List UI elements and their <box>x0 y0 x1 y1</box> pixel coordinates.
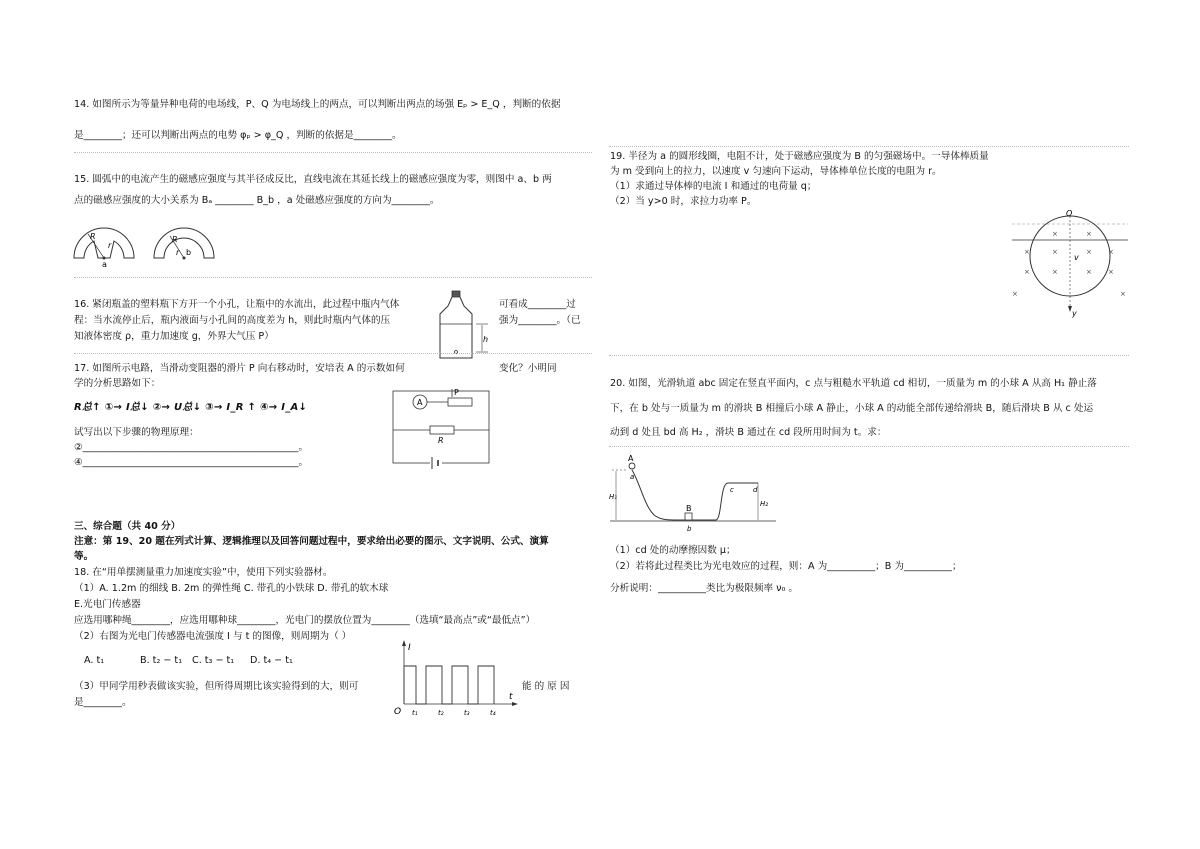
graph-tick-t2: t₂ <box>438 709 444 717</box>
q18-option-b: B. t₂ − t₁ <box>140 655 183 666</box>
track-label-b: b <box>687 525 692 533</box>
svg-text:×: × <box>1086 248 1092 256</box>
q18-line4: 应选用哪种绳________，应选用哪种球________，光电门的摆放位置为________（选填“最高点”或“最低点”） <box>74 615 536 626</box>
q18-line7: 是________。 <box>74 697 132 708</box>
q18-line6-right: 能 的 原 因 <box>522 681 570 692</box>
q18-line2: （1）A. 1.2m 的细线 B. 2m 的弹性绳 C. 带孔的小铁球 D. 带孔的软木球 <box>74 583 389 594</box>
q16-right2: 强为________。（已 <box>499 315 581 326</box>
q19-line2: 为 m 受到向上的拉力，以速度 v 匀速向下运动，导体棒单位长度的电阻为 r。 <box>610 166 942 177</box>
coil-label-v: v <box>1074 253 1079 262</box>
svg-text:×: × <box>1120 290 1126 298</box>
svg-text:×: × <box>1086 230 1092 238</box>
q19-line3: （1）求通过导体棒的电流 I 和通过的电荷量 q； <box>610 181 817 192</box>
q18-line5: （2）右图为光电门传感器电流强度 I 与 t 的图像，则周期为（ ） <box>74 631 352 642</box>
q20-line3: 动到 d 处且 bd 高 H₂ ，滑块 B 通过在 cd 段所用时间为 t。求： <box>610 427 887 438</box>
svg-text:×: × <box>1108 248 1114 256</box>
q15-label-a: a <box>102 260 107 269</box>
q16-line2: 程：当水流停止后，瓶内液面与小孔间的高度差为 h，则此时瓶内气体的压 <box>74 315 391 326</box>
q15-label-b: b <box>186 248 192 257</box>
q17-step4: ④_____________________________________________。 <box>74 457 309 468</box>
graph-tick-t3: t₃ <box>464 709 470 717</box>
q20-line4: （1）cd 处的动摩擦因数 μ； <box>610 545 736 556</box>
q15-line1: 15. 圆弧中的电流产生的磁感应强度与其半径成反比，直线电流在其延长线上的磁感应强度为零，则图中 a、b 两 <box>74 174 552 185</box>
resistor-label: R <box>438 436 444 445</box>
track-label-d: d <box>753 486 758 494</box>
q18-line3: E.光电门传感器 <box>74 599 141 610</box>
graph-label-O: O <box>394 707 402 717</box>
svg-text:×: × <box>1086 268 1092 276</box>
q15-label-r1: r <box>108 241 112 250</box>
q14-line2: 是________；还可以判断出两点的电势 φₚ > φ_Q ，判断的依据是________。 <box>74 130 402 141</box>
graph-tick-t4: t₄ <box>490 709 496 717</box>
slider-label: P <box>454 388 459 397</box>
q16-line3: 知液体密度 ρ，重力加速度 g，外界大气压 P） <box>74 331 274 342</box>
track-label-A: A <box>628 454 634 463</box>
q17-chain: R总↑ ①→ I总↓ ②→ U总↓ ③→ I_R ↑ ④→ I_A↓ <box>74 402 308 413</box>
track-label-a: a <box>630 473 635 481</box>
coil-figure <box>1008 208 1132 318</box>
q18-line6: （3）甲同学用秒表做该实验，但所得周期比该实验得到的大，则可 <box>74 681 359 692</box>
q16-right1: 可看成________过 <box>499 299 576 310</box>
q17-line3: 试写出以下步骤的物理原理： <box>74 427 199 438</box>
q15-arc-figure <box>72 222 222 268</box>
track-figure <box>608 453 778 533</box>
track-label-H1: H₁ <box>609 493 618 501</box>
divider <box>74 152 592 153</box>
divider <box>609 446 1129 447</box>
svg-text:×: × <box>1052 230 1058 238</box>
track-label-B: B <box>686 504 692 513</box>
svg-text:×: × <box>1012 290 1018 298</box>
bottle-label-h: h <box>483 335 489 344</box>
graph-label-I: I <box>408 643 411 653</box>
q18-line1: 18. 在“用单摆测量重力加速度实验”中，使用下列实验器材。 <box>74 567 333 578</box>
q17-line1: 17. 如图所示电路，当滑动变阻器的滑片 P 向右移动时，安培表 A 的示数如何 <box>74 363 405 374</box>
q15-label-r2: r <box>176 248 180 257</box>
q16-line1: 16. 紧闭瓶盖的塑料瓶下方开一个小孔，让瓶中的水流出，此过程中瓶内气体 <box>74 299 400 310</box>
q20-line5: （2）若将此过程类比为光电效应的过程，则：A 为__________；B 为__________； <box>610 561 962 572</box>
svg-text:×: × <box>1024 268 1030 276</box>
graph-label-t: t <box>509 692 513 702</box>
q18-option-d: D. t₄ − t₁ <box>250 655 293 666</box>
current-time-graph <box>392 640 522 718</box>
svg-text:×: × <box>1052 248 1058 256</box>
q19-line1: 19. 半径为 a 的圆形线圈，电阻不计，处于磁感应强度为 B 的匀强磁场中。一导体棒质量 <box>610 151 989 162</box>
q18-option-a: A. t₁ <box>84 655 105 666</box>
q17-step2: ②_____________________________________________。 <box>74 442 309 453</box>
section3-note1: 注意：第 19、20 题在列式计算、逻辑推理以及回答问题过程中，要求给出必要的图示、文字说明、公式、演算 <box>74 536 549 547</box>
q20-line6: 分析说明：__________类比为极限频率 ν₀ 。 <box>610 583 798 594</box>
q17-line2: 学的分析思路如下： <box>74 378 161 389</box>
divider <box>609 355 1129 356</box>
section3-note2: 等。 <box>74 551 94 562</box>
coil-label-O: O <box>1066 209 1073 218</box>
track-label-c: c <box>730 486 734 494</box>
ammeter-label: A <box>417 398 423 407</box>
q20-line2: 下，在 b 处与一质量为 m 的滑块 B 相撞后小球 A 静止，小球 A 的动能全部传递给滑块 B，随后滑块 B 从 c 处运 <box>610 403 1094 414</box>
divider <box>609 146 1129 147</box>
track-label-H2: H₂ <box>760 500 769 508</box>
divider <box>74 277 592 278</box>
section3-title: 三、综合题（共 40 分） <box>74 521 181 532</box>
svg-text:×: × <box>1024 248 1030 256</box>
svg-text:×: × <box>1108 268 1114 276</box>
bottle-figure <box>436 290 492 362</box>
q14-line1: 14. 如图所示为等量异种电荷的电场线，P、Q 为电场线上的两点，可以判断出两点的场强 Eₚ > E_Q ，判断的依据 <box>74 99 561 110</box>
svg-text:×: × <box>1052 268 1058 276</box>
q17-right1: 变化？小明同 <box>499 363 557 374</box>
divider <box>74 353 592 354</box>
q15-label-R1: R <box>90 232 96 241</box>
q18-option-c: C. t₃ − t₁ <box>192 655 235 666</box>
q15-line2: 点的磁感应强度的大小关系为 Bₐ ________ B_b ，a 处磁感应强度的方向为________。 <box>74 195 440 206</box>
graph-tick-t1: t₁ <box>412 709 418 717</box>
q20-line1: 20. 如图，光滑轨道 abc 固定在竖直平面内，c 点与粗糙水平轨道 cd 相切，一质量为 m 的小球 A 从高 H₁ 静止落 <box>610 378 1097 389</box>
coil-label-y: y <box>1072 309 1077 318</box>
q19-line4: （2）当 y>0 时，求拉力功率 P。 <box>610 196 757 207</box>
circuit-figure <box>392 385 492 465</box>
q15-label-R2: R <box>172 235 178 244</box>
